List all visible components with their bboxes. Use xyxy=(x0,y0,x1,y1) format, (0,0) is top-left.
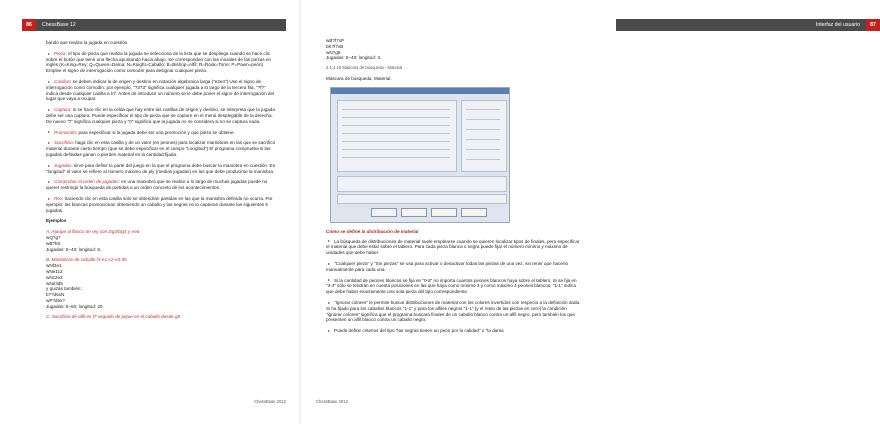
item-text: "Cualquier pieza" y "Sin piezas" se usa para activar o desactivar todas las piezas de una vez, sin tener que hacerlo manualmente para cada una. xyxy=(326,260,569,272)
bullet-triangle-icon xyxy=(48,131,50,133)
right-header-title: Interfaz del usuario xyxy=(815,22,860,28)
list-item xyxy=(46,179,278,191)
bullet-triangle-icon xyxy=(328,279,330,281)
bullet-triangle-icon xyxy=(328,330,330,332)
item-text: : si se hace clic en la celda que hay entre las casillas de origen y destino, se interpreta que la jugada debe ser una captura. Puede especificar el tipo de pieza que se capture en el menú desplegable de la derecha. De nuevo "?" significa cualquier pieza y "0" significa que la jugada no se considera si no se captura nada. xyxy=(46,107,275,124)
dialog-buttons xyxy=(371,208,491,216)
item-term: Pieza xyxy=(54,50,66,56)
example-b-line: wNf3e1 xyxy=(46,263,62,269)
item-text: "Ignorar colores" le permite buscar distribuciones de material con los colores invertidos con respecto a la definición dada. Si ha fijado para los caballos blancos "1-1" y para los alfiles negros "1-1" (y el resto de las piezas en cero) la condición "ignorar colores" significa que el programa buscará finales de un caballo blanco contra un alfil negro, pero también los que presenten un alfil blanco contra un caballo negro. xyxy=(326,299,581,323)
left-header-title: ChessBase 12 xyxy=(42,22,76,28)
item-text: : haga clic en esta casilla y de un valor (en peones) para localizar maniobras en las que se sacrificó material durante cierto tiempo (que se debe especificar en el campo "Longitud") El programa comprueba si las jugadas definidas ganan o pierden material en la cantidad fijada. xyxy=(46,140,276,157)
left-page-number: 86 xyxy=(22,19,36,31)
options-row-panel xyxy=(337,176,507,192)
example-b-line: wP?d5x? xyxy=(46,297,65,303)
example-a-title: A. Ataque al flanco de rey con Dg3/Dg4 y Ae6 xyxy=(46,229,140,235)
item-text: La búsqueda de distribuciones de material suele emplearse cuando se quieren localizar tipos de finales, pero especificar el material que debe estar sobre el tablero. Para cada pieza blanca o negra puede fijar el número mínimo y máximo de unidades que debe haber. xyxy=(326,238,580,256)
dialog-titlebar xyxy=(331,88,509,94)
bullet-triangle-icon xyxy=(48,198,50,200)
left-footer: ChessBase 2012 xyxy=(254,399,286,404)
bullet-triangle-icon xyxy=(48,81,50,83)
item-term: Rev xyxy=(54,195,63,201)
bullet-triangle-icon xyxy=(48,109,50,111)
list-item xyxy=(326,300,582,323)
dialog-button xyxy=(431,208,457,217)
example-b-line: b??d5xN xyxy=(46,292,65,298)
list-item xyxy=(46,130,278,136)
bullet-triangle-icon xyxy=(328,263,330,265)
example-c-line: Jugadas: 5–40; longitud: 3. xyxy=(326,55,382,61)
filter-row-panel xyxy=(337,194,507,204)
dialog-button xyxy=(401,208,427,217)
right-page-header xyxy=(616,19,880,31)
example-b-line: y quizás también: xyxy=(46,286,82,292)
example-c-line: wB?f7xP xyxy=(326,38,345,43)
item-term: Casillas xyxy=(54,78,71,84)
item-text: Puede definir criterios del tipo "las negras tienen un peón por la calidad" o "la dama xyxy=(334,328,504,334)
example-a-line: wB?h6 xyxy=(46,240,61,246)
item-term: Comprobar el orden de jugadas xyxy=(54,179,119,185)
example-b-line: Jugadas: 5–50; longitud: 20. xyxy=(46,303,104,309)
example-b-line: wNc2e3 xyxy=(46,274,63,280)
list-item xyxy=(46,51,278,74)
example-c-title: C. Sacrificio de alfil en f7 seguido de jaque en el caballo desde g5 xyxy=(46,314,181,320)
material-grid-panel xyxy=(337,100,457,172)
example-a-line: wQ?g? xyxy=(46,234,61,240)
right-page-body xyxy=(326,38,582,339)
dialog-button xyxy=(371,208,397,217)
example-c-line: wN?g5 xyxy=(326,49,341,55)
item-text: : se deben indicar la de origen y destino en notación algebraica larga ("e2e4") Use el signo de interrogación como comodín: por ejemplo, "?3?3" significa cualquier jugada a lo largo de la tercera fila, "?f?" indica desde cualquier casilla a h7. Antes de introducir un número se le debe poner el signo de interrogación del lugar que vaya a ocupar. xyxy=(46,78,275,102)
bullet-triangle-icon xyxy=(48,142,50,144)
section-intro: Máscara de búsqueda, Material. xyxy=(326,75,392,81)
section-heading xyxy=(326,65,582,71)
example-b-title: B. Maniobras de caballo f3-e1-c2-e3-d5 xyxy=(46,257,127,263)
list-item xyxy=(46,79,278,102)
left-page xyxy=(0,0,300,424)
list-item xyxy=(46,196,278,213)
left-page-body xyxy=(46,40,278,320)
section-title: Máscara de búsqueda - Material xyxy=(342,65,403,71)
bullet-triangle-icon xyxy=(48,53,50,55)
item-term: Captura xyxy=(54,107,71,113)
right-page xyxy=(300,0,876,424)
item-term: Sacrificio xyxy=(54,140,73,146)
list-item xyxy=(326,278,582,295)
list-item xyxy=(46,140,278,157)
example-a-line: Jugadas: 5–40; longitud: 8. xyxy=(46,246,102,252)
right-page-number: 87 xyxy=(866,19,880,31)
example-b-line: wNe1c2 xyxy=(46,268,63,274)
examples-heading: Ejemplos xyxy=(46,218,67,224)
item-text: : haciendo clic en esta casilla sólo se obtendrán partidas en las que la maniobra definida no ocurra. Por ejemplo: las blancas promocionan obteniendo un caballo y las negras no lo capturan durante las siguientes 5 jugadas. xyxy=(46,195,273,213)
right-footer: ChessBase 2012 xyxy=(316,399,348,404)
list-item xyxy=(326,328,582,334)
example-b-line: wNe3d5 xyxy=(46,280,63,286)
bullet-triangle-icon xyxy=(328,302,330,304)
item-text: : sirve para definir la parte del juego en la que el programa debe buscar la maniobra en cuestión. En "longitud" el valor se refiere al número máximo de ply (medias jugadas) en las que debe producirse la maniobra. xyxy=(46,162,276,174)
list-item xyxy=(326,261,582,273)
bullet-triangle-icon xyxy=(48,165,50,167)
options-checkbox-panel xyxy=(461,100,507,172)
dialog-button xyxy=(461,208,487,217)
bullet-triangle-icon xyxy=(48,181,50,183)
item-text: : en una maniobra que se realice a lo largo de muchas jugadas puede no querer restringir la búsqueda de partidas a un orden concreto de los acontecimientos. xyxy=(46,179,268,191)
section-number: 2.1.4.16 xyxy=(326,65,342,71)
item-text: : para especificar si la jugada debe ser una promoción y que pieza se obtiene. xyxy=(75,129,235,135)
list-item xyxy=(46,107,278,124)
list-item xyxy=(46,163,278,175)
item-term: Jugadas xyxy=(54,162,72,168)
left-page-header xyxy=(22,19,286,31)
list-item xyxy=(326,239,582,256)
example-c-line: bK?f7xB xyxy=(326,43,344,49)
item-term: Promoción xyxy=(54,129,76,135)
material-search-dialog-screenshot xyxy=(330,87,510,223)
subheading: Cómo se define la distribución de material xyxy=(326,228,419,234)
bullet-triangle-icon xyxy=(328,240,330,242)
item-text: : el tipo de pieza que realiza la jugada se selecciona de la lista que se despliega cuando se hace clic sobre el botón que tiene una flecha apuntando hacia abajo. Se corresponden con las iniciales de las piezas en inglés (K=King=Rey; Q=Queen=Dama; N=Knight=Caballo; B=Bishop=Alfil; R=Rook=Torre; P=Pawn=peón) Emplee el signo de interrogación como comodín para designar cualquier pieza. xyxy=(46,50,271,74)
item-text: Si la cantidad de peones blancos se fija en "0-8" no importa cuantos peones blancos haya sobre el tablero. Si se fija en "3-4" sólo se tendrán en cuenta posiciones en las que haya como mínimo 3 y como máximo 4 peones blancos. "1-1" indica que debe haber exactamente una sola pieza del tipo correspondiente. xyxy=(326,277,577,295)
left-intro: bando que realiza la jugada en cuestión. xyxy=(46,40,129,45)
